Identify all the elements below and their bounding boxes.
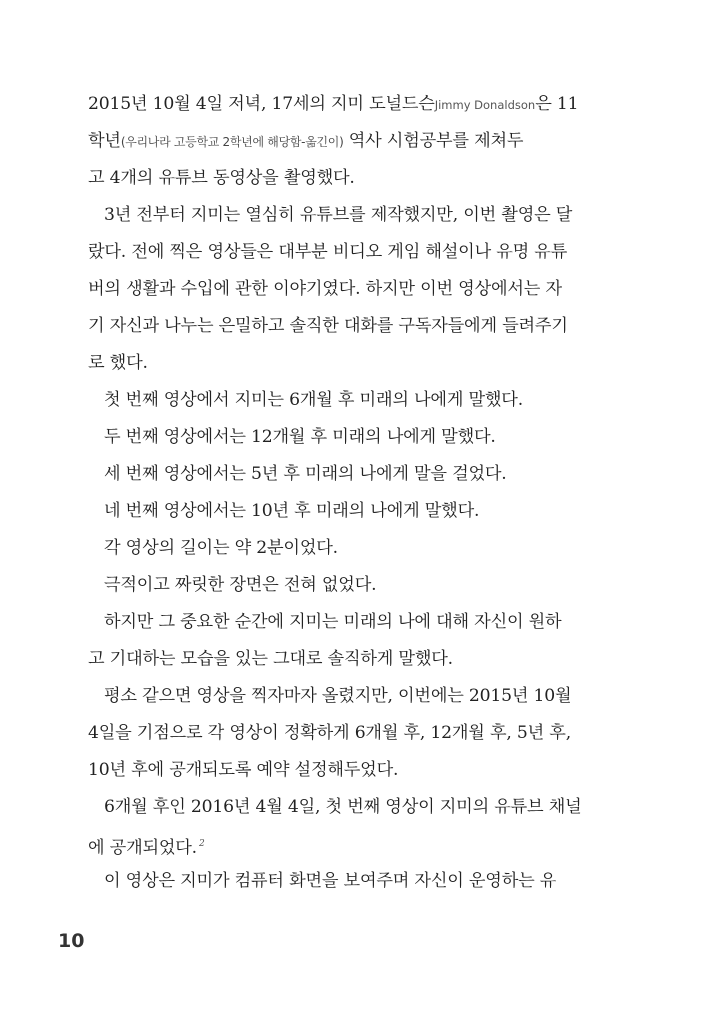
text-line-2 — [88, 123, 584, 160]
text-line-3: 고 4개의 유튜브 동영상을 촬영했다. — [88, 168, 355, 188]
text-line-7: 기 자신과 나누는 은밀하고 솔직한 대화를 구독자들에게 들려주기 — [88, 316, 568, 336]
text-line-22: 이 영상은 지미가 컴퓨터 화면을 보여주며 자신이 운영하는 유 — [104, 871, 557, 891]
text-line-6: 버의 생활과 수입에 관한 이야기였다. 하지만 이번 영상에서는 자 — [88, 279, 562, 299]
text-segment: 역사 시험공부를 제쳐두 — [343, 131, 524, 151]
text-line-19: 10년 후에 공개되도록 예약 설정해두었다. — [88, 760, 399, 780]
translator-note: (우리나라 고등학교 2학년에 해당함-옮긴이) — [120, 135, 344, 149]
text-segment: 에 공개되었다. — [88, 838, 197, 858]
text-segment: 학년 — [88, 131, 121, 151]
text-line-5: 랐다. 전에 찍은 영상들은 대부분 비디오 게임 해설이나 유명 유튜 — [88, 242, 568, 262]
text-line-10: 두 번째 영상에서는 12개월 후 미래의 나에게 말했다. — [104, 427, 496, 447]
text-line-8: 로 했다. — [88, 353, 148, 373]
text-segment: 은 11 — [535, 94, 579, 114]
text-line-21 — [88, 826, 584, 863]
text-line-12: 네 번째 영상에서는 10년 후 미래의 나에게 말했다. — [104, 501, 480, 521]
text-segment: 2015년 10월 4일 저녁, 17세의 지미 도널드슨 — [88, 94, 435, 114]
text-line-16: 고 기대하는 모습을 있는 그대로 솔직하게 말했다. — [88, 649, 453, 669]
text-line-13: 각 영상의 길이는 약 2분이었다. — [104, 538, 338, 558]
text-line-14: 극적이고 짜릿한 장면은 전혀 없었다. — [104, 575, 377, 595]
text-line-4: 3년 전부터 지미는 열심히 유튜브를 제작했지만, 이번 촬영은 달 — [104, 205, 573, 225]
text-line-17: 평소 같으면 영상을 찍자마자 올렸지만, 이번에는 2015년 10월 — [104, 686, 572, 706]
text-line-11: 세 번째 영상에서는 5년 후 미래의 나에게 말을 걸었다. — [104, 464, 507, 484]
text-line-20: 6개월 후인 2016년 4월 4일, 첫 번째 영상이 지미의 유튜브 채널 — [104, 797, 582, 817]
text-line-1 — [88, 86, 584, 123]
footnote-reference: 2 — [198, 839, 205, 849]
page-number: 10 — [58, 930, 85, 952]
text-line-15: 하지만 그 중요한 순간에 지미는 미래의 나에 대해 자신이 원하 — [104, 612, 562, 632]
body-text — [88, 86, 584, 900]
text-line-18: 4일을 기점으로 각 영상이 정확하게 6개월 후, 12개월 후, 5년 후, — [88, 723, 571, 743]
text-line-9: 첫 번째 영상에서 지미는 6개월 후 미래의 나에게 말했다. — [104, 390, 523, 410]
english-name: Jimmy Donaldson — [434, 98, 536, 112]
